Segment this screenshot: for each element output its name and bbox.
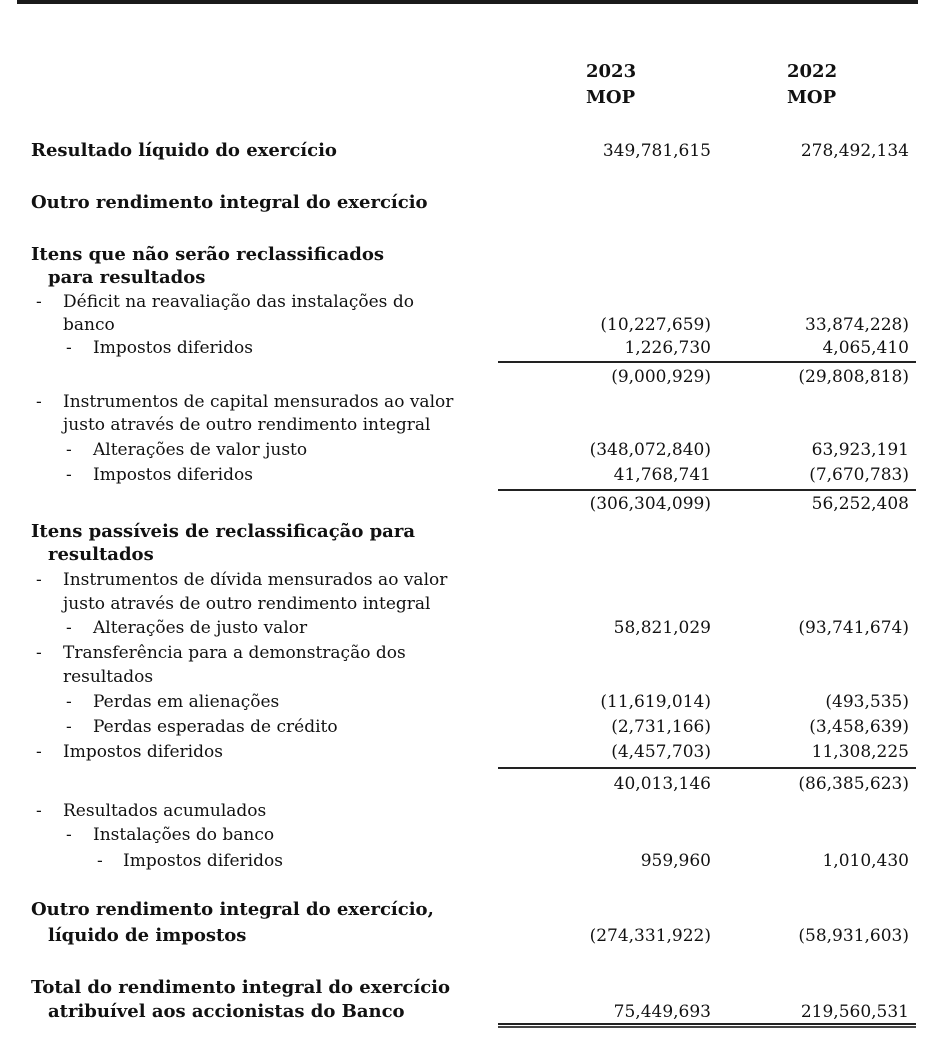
section-heading-reclassifiable bbox=[0, 520, 939, 544]
bullet-dash: - bbox=[66, 825, 72, 845]
statement-row-equity-instruments bbox=[0, 390, 939, 414]
row-label: Outro rendimento integral do exercício, bbox=[31, 899, 434, 920]
value-2022: 11,308,225 bbox=[811, 742, 909, 762]
statement-row-retained-earnings bbox=[0, 799, 939, 823]
statement-row-equity-instruments-line2 bbox=[0, 413, 939, 437]
column-header-2023 bbox=[586, 59, 636, 111]
statement-row-oci-net-of-tax bbox=[0, 898, 939, 922]
row-label: resultados bbox=[63, 667, 154, 687]
value-2022: (3,458,639) bbox=[809, 717, 909, 737]
column-year: 2023 bbox=[586, 61, 637, 82]
value-2023: 40,013,146 bbox=[613, 774, 711, 794]
value-2022: 278,492,134 bbox=[800, 141, 909, 161]
statement-row-fair-value-changes bbox=[0, 438, 939, 462]
statement-row-transfer-to-income bbox=[0, 641, 939, 665]
statement-row-disposal-losses bbox=[0, 690, 939, 714]
row-label: resultados bbox=[48, 544, 154, 565]
total-double-rule bbox=[498, 1023, 916, 1028]
statement-row-deferred-tax bbox=[0, 849, 939, 873]
bullet-dash: - bbox=[66, 618, 72, 638]
top-border-rule bbox=[17, 0, 918, 4]
row-label: Impostos diferidos bbox=[93, 465, 253, 485]
value-2023: (348,072,840) bbox=[589, 440, 711, 460]
subtotal-row bbox=[0, 365, 939, 389]
statement-row-total-comprehensive-income-line2 bbox=[0, 1000, 939, 1024]
value-2022: (86,385,623) bbox=[798, 774, 909, 794]
value-2022: 1,010,430 bbox=[822, 851, 909, 871]
row-label: Itens passíveis de reclassificação para bbox=[31, 521, 415, 542]
bullet-dash: - bbox=[66, 338, 72, 358]
row-label: Transferência para a demonstração dos bbox=[63, 643, 406, 663]
statement-row-oci-net-of-tax-line2 bbox=[0, 924, 939, 948]
value-2022: (93,741,674) bbox=[798, 618, 909, 638]
value-2022: 33,874,228) bbox=[805, 315, 909, 335]
section-heading-reclassifiable-line2 bbox=[0, 543, 939, 567]
bullet-dash: - bbox=[36, 643, 42, 663]
statement-row-deferred-tax bbox=[0, 463, 939, 487]
row-label: Perdas esperadas de crédito bbox=[93, 717, 338, 737]
value-2023: (4,457,703) bbox=[611, 742, 711, 762]
bullet-dash: - bbox=[66, 692, 72, 712]
statement-row-debt-instruments-line2 bbox=[0, 592, 939, 616]
statement-row-deferred-tax bbox=[0, 740, 939, 764]
row-label: líquido de impostos bbox=[48, 925, 247, 946]
row-label: Alterações de justo valor bbox=[93, 618, 308, 638]
subtotal-rule bbox=[498, 489, 916, 491]
bullet-dash: - bbox=[66, 440, 72, 460]
row-label: Itens que não serão reclassificados bbox=[31, 244, 385, 265]
statement-row-revaluation-deficit-line2 bbox=[0, 313, 939, 337]
column-currency: MOP bbox=[787, 87, 837, 108]
row-label: Instalações do banco bbox=[93, 825, 275, 845]
value-2023: 959,960 bbox=[640, 851, 711, 871]
column-currency: MOP bbox=[586, 87, 636, 108]
value-2023: 1,226,730 bbox=[624, 338, 711, 358]
row-label: Alterações de valor justo bbox=[93, 440, 308, 460]
bullet-dash: - bbox=[36, 392, 42, 412]
value-2022: 219,560,531 bbox=[800, 1002, 909, 1022]
bullet-dash: - bbox=[36, 292, 42, 312]
value-2023: (11,619,014) bbox=[600, 692, 711, 712]
value-2023: (274,331,922) bbox=[589, 926, 711, 946]
row-label: atribuível aos accionistas do Banco bbox=[48, 1001, 405, 1022]
subtotal-row bbox=[0, 772, 939, 796]
statement-row-transfer-to-income-line2 bbox=[0, 665, 939, 689]
value-2023: 75,449,693 bbox=[613, 1002, 711, 1022]
row-label: Instrumentos de dívida mensurados ao valor bbox=[63, 570, 448, 590]
statement-row-debt-instruments bbox=[0, 568, 939, 592]
value-2023: (9,000,929) bbox=[611, 367, 711, 387]
value-2022: (493,535) bbox=[825, 692, 909, 712]
subtotal-rule bbox=[498, 361, 916, 363]
bullet-dash: - bbox=[36, 742, 42, 762]
bullet-dash: - bbox=[66, 465, 72, 485]
statement-row-revaluation-deficit bbox=[0, 290, 939, 314]
row-label: Instrumentos de capital mensurados ao valor bbox=[63, 392, 454, 412]
row-label: Impostos diferidos bbox=[63, 742, 223, 762]
column-year: 2022 bbox=[787, 61, 838, 82]
row-label: justo através de outro rendimento integral bbox=[63, 594, 431, 614]
value-2023: (306,304,099) bbox=[589, 494, 711, 514]
value-2022: (29,808,818) bbox=[798, 367, 909, 387]
value-2022: (58,931,603) bbox=[798, 926, 909, 946]
bullet-dash: - bbox=[97, 851, 103, 871]
row-label: para resultados bbox=[48, 267, 206, 288]
statement-row-net-profit bbox=[0, 139, 939, 163]
subtotal-rule bbox=[498, 767, 916, 769]
row-label: justo através de outro rendimento integral bbox=[63, 415, 431, 435]
value-2023: 58,821,029 bbox=[613, 618, 711, 638]
value-2022: 56,252,408 bbox=[811, 494, 909, 514]
value-2023: 349,781,615 bbox=[602, 141, 711, 161]
row-label: Total do rendimento integral do exercício bbox=[31, 977, 451, 998]
row-label: Perdas em alienações bbox=[93, 692, 280, 712]
bullet-dash: - bbox=[66, 717, 72, 737]
statement-row-deferred-tax bbox=[0, 336, 939, 360]
value-2023: 41,768,741 bbox=[613, 465, 711, 485]
statement-row-bank-premises bbox=[0, 823, 939, 847]
section-heading-not-reclassified-line2 bbox=[0, 266, 939, 290]
row-label: Outro rendimento integral do exercício bbox=[31, 192, 428, 213]
statement-row-total-comprehensive-income bbox=[0, 976, 939, 1000]
section-heading-oci bbox=[0, 191, 939, 215]
row-label: Impostos diferidos bbox=[93, 338, 253, 358]
statement-row-expected-credit-losses bbox=[0, 715, 939, 739]
row-label: Resultado líquido do exercício bbox=[31, 140, 337, 161]
value-2022: 4,065,410 bbox=[822, 338, 909, 358]
section-heading-not-reclassified bbox=[0, 243, 939, 267]
value-2022: (7,670,783) bbox=[809, 465, 909, 485]
row-label: banco bbox=[63, 315, 115, 335]
bullet-dash: - bbox=[36, 570, 42, 590]
subtotal-row bbox=[0, 492, 939, 516]
row-label: Impostos diferidos bbox=[123, 851, 283, 871]
row-label: Déficit na reavaliação das instalações do bbox=[63, 292, 414, 312]
row-label: Resultados acumulados bbox=[63, 801, 267, 821]
value-2022: 63,923,191 bbox=[811, 440, 909, 460]
value-2023: (2,731,166) bbox=[611, 717, 711, 737]
statement-row-fair-value-changes bbox=[0, 616, 939, 640]
value-2023: (10,227,659) bbox=[600, 315, 711, 335]
column-header-2022 bbox=[787, 59, 837, 111]
bullet-dash: - bbox=[36, 801, 42, 821]
